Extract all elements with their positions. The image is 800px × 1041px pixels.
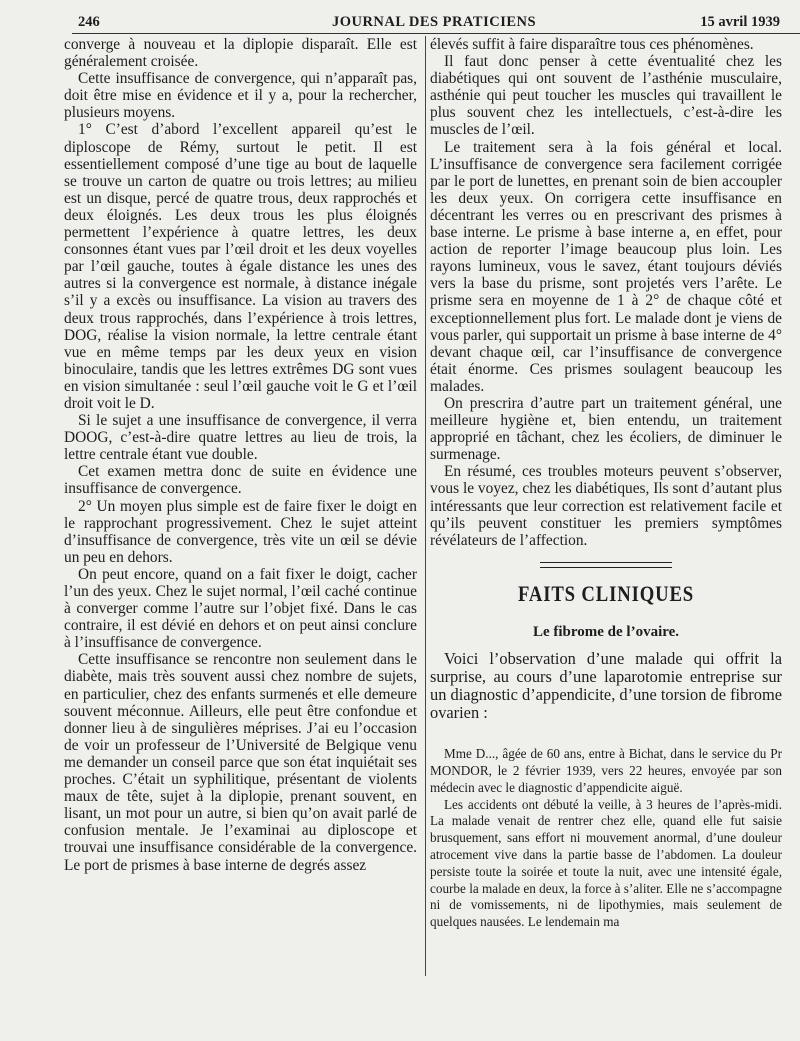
paragraph: Il faut donc penser à cette éventualité chez les diabétiques qui ont souvent de l’asthénie musculaire, asthénie qui peut toucher les muscles qui travaillent le plus souvent chez les intellectuels, c’est-à-dire les muscles de l’œil. xyxy=(430,53,782,139)
paragraph: élevés suffit à faire disparaître tous ces phénomènes. xyxy=(430,36,754,53)
paragraph: 2° Un moyen plus simple est de faire fixer le doigt en le rapprochant progressivement. Chez le sujet atteint d’insuffisance de convergence, très vite un œil se dévie un peu en dehors. xyxy=(64,497,417,566)
header-rule xyxy=(72,33,800,34)
case-paragraph: Mme D..., âgée de 60 ans, entre à Bichat, dans le service du Pr MONDOR, le 2 février 1939, vers 22 heures, envoyée par son médecin avec le diagnostic d’appendicite aiguë. xyxy=(430,746,782,795)
paragraph: Cet examen mettra donc de suite en évidence une insuffisance de convergence. xyxy=(64,463,417,498)
case-paragraph: Les accidents ont débuté la veille, à 3 heures de l’après-midi. La malade venait de rentrer chez elle, quand elle fut saisie brusquement, sans effort ni mouvement anormal, d’une douleur atrocement vive dans la partie basse de l’abdomen. La douleur persiste toute la soirée et toute la nuit, avec une intensité égale, courbe la malade en deux, la force à s’aliter. Elle ne s’accompagne ni de vomissements, ni de lipothymies, mais seulement de quelques nausées. Le lendemain ma xyxy=(430,796,782,930)
article-title: Le fibrome de l’ovaire. xyxy=(532,623,680,640)
paragraph: Cette insuffisance de convergence, qui n’apparaît pas, doit être mise en évidence et il y a, pour la rechercher, plusieurs moyens. xyxy=(64,70,417,122)
paragraph: En résumé, ces troubles moteurs peuvent s’observer, vous le voyez, chez les diabétiques, Ils sont d’autant plus intéressants que leur correction est relativement facile et qu’ils peuvent constituer les premiers symptômes révélateurs de l’affection. xyxy=(430,463,782,549)
paragraph: On peut encore, quand on a fait fixer le doigt, cacher l’un des yeux. Chez le sujet normal, l’œil caché continue à converger comme l’autre sur l’objet fixé. Dans le cas contraire, il est dévié en dehors et on peut ainsi conclure à l’insuffisance de convergence. xyxy=(64,565,417,652)
right-column xyxy=(430,36,782,931)
paragraph: Cette insuffisance se rencontre non seulement dans le diabète, mais très souvent aussi chez nombre de sujets, en particulier, chez des enfants surmenés et elle demeure souvent méconnue. Ailleurs, elle peut être confondue et donner lieu à de singulières méprises. J’ai eu l’occasion de voir un professeur de l’Université de Belgique venu me demander un conseil parce que son état inquiétait ses proches. C’était un syphilitique, présentant de violents maux de tête, sujet à la diplopie, prenant souvent, en lisant, un mot pour un autre, si bien qu’on avait parlé de confusion mentale. Je l’examinai au diploscope et trouvai une insuffisance considérable de la convergence. Le port de prismes à base interne de degrés assez xyxy=(64,651,417,874)
paragraph: Le traitement sera à la fois général et local. L’insuffisance de convergence sera facilement corrigée par le port de lunettes, en prenant soin de bien accoupler les deux yeux. On corrigera cette insuffisance en décentrant les verres ou en prescrivant des prismes à base interne. Le prisme à base interne a, en effet, pour action de reporter l’image beaucoup plus loin. Les rayons lumineux, vous le savez, étant toujours déviés vers la base du prisme, sont projetés vers l’arête. Le prisme sera en moyenne de 1 à 2° de chaque côté et exceptionnellement plus fort. Le malade dont je viens de vous parler, qui supportait un prisme à base interne de 4° devant chaque œil, car l’insuffisance de convergence était énorme. Ces prismes soulagent beaucoup les malades. xyxy=(430,138,782,395)
issue-date: 15 avril 1939 xyxy=(700,14,780,30)
column-separator xyxy=(425,36,426,976)
section-title: FAITS CLINIQUES xyxy=(517,580,695,606)
paragraph: 1° C’est d’abord l’excellent appareil qu’est le diploscope de Rémy, surtout le petit. Il est essentiellement composé d’une tige au bout de laquelle se trouve un carton de quatre ou trois lettres; au milieu est un disque, percé de quatre trous, deux rapprochés et deux éloignés. Les deux trous les plus éloignés permettent l’expérience à quatre lettres, les deux consonnes étant vues par l’œil droit et les deux voyelles par l’œil gauche, toutes à égale distance les unes des autres si la convergence est normale, à distance inégale s’il y a excès ou insuffisance. La vision au travers des deux trous rapprochés, dans l’expérience à trois lettres, DOG, réalise la vision normale, la lettre centrale étant vue en même temps par les deux yeux en vision binoculaire, tandis que les lettres extrêmes DG sont vues en vision simultanée : seul l’œil gauche voit le G et l’œil droit voit le D. xyxy=(64,121,417,412)
journal-title: JOURNAL DES PRATICIENS xyxy=(331,14,537,30)
section-double-rule xyxy=(430,559,782,572)
paragraph: On prescrira d’autre part un traitement général, une meilleure hygiène et, bien entendu, un traitement approprié en tâchant, chez les écoliers, de diminuer le surmenage. xyxy=(430,394,782,464)
lead-paragraph: Voici l’observation d’une malade qui offrit la surprise, au cours d’une laparotomie entreprise sur un diagnostic d’appendicite, d’une torsion de fibrome ovarien : xyxy=(430,648,782,723)
left-column xyxy=(64,36,417,874)
page-number: 246 xyxy=(78,14,100,30)
paragraph: Si le sujet a une insuffisance de convergence, il verra DOOG, c’est-à-dire quatre lettres au lieu de trois, la lettre centrale étant vue double. xyxy=(64,412,417,464)
paragraph: converge à nouveau et la diplopie disparaît. Elle est généralement croisée. xyxy=(64,36,417,71)
